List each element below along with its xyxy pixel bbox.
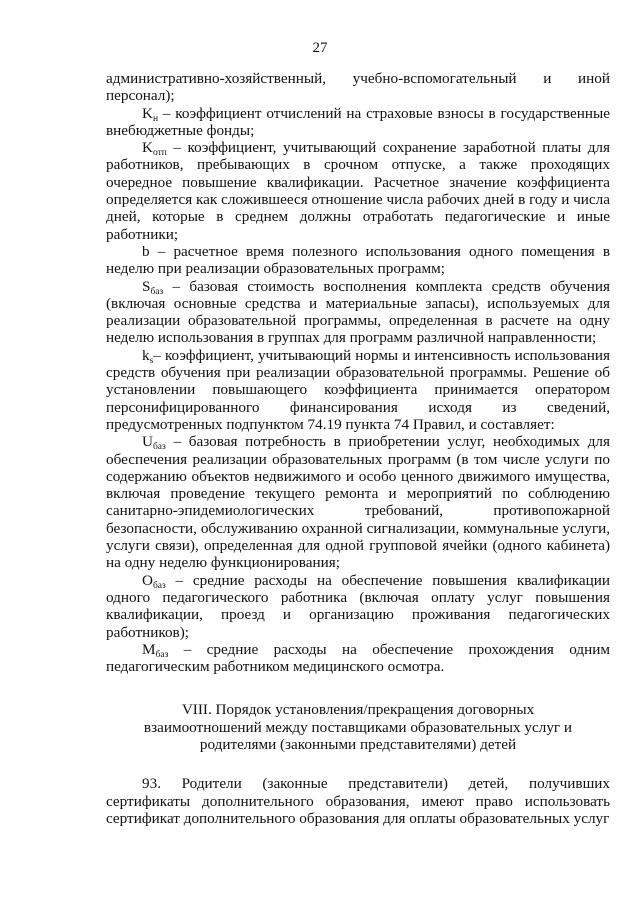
symbol: U	[142, 433, 153, 451]
section-heading-line: взаимоотношений между поставщиками образовательных услуг и	[143, 718, 573, 736]
symbol-subscript: баз	[152, 442, 166, 453]
paragraph	[106, 775, 610, 827]
paragraph-text: – коэффициент, учитывающий нормы и интенсивность использования средств обучения при реализации образовательной программы. Решение об установлении повышающего коэффициента принимается оператором персонифицированного финансирования исходя из сведений, предусмотренных подпунктом 74.19 пункта 74 Правил, и составляет:	[106, 346, 610, 433]
paragraph-text: административно-хозяйственный, учебно-вспомогательный и иной персонал);	[106, 70, 610, 105]
paragraph-text: – базовая стоимость восполнения комплекта средств обучения (включая основные средства и материальные запасы), используемых для реализации образовательной программы, определенная в расчете на одну неделю использования в группах для программ различной направленности;	[106, 277, 610, 347]
paragraph-text: – расчетное время полезного использования одного помещения в неделю при реализации образовательных программ;	[106, 242, 610, 278]
symbol: K	[142, 104, 153, 122]
paragraph	[106, 572, 610, 641]
spacer	[106, 753, 610, 775]
symbol: k	[142, 346, 150, 364]
symbol: M	[142, 640, 156, 658]
paragraph-text: – средние расходы на обеспечение прохождения одним педагогическим работником медицинского осмотра.	[106, 640, 610, 676]
paragraph-text: – средние расходы на обеспечение повышения квалификации одного педагогического работника (включая оплату услуг повышения квалификации, проезд и организацию проживания педагогических работников);	[106, 571, 610, 641]
paragraph	[106, 243, 610, 278]
paragraph	[106, 347, 610, 433]
paragraph	[106, 433, 610, 571]
section-heading	[106, 701, 610, 753]
symbol: b	[142, 242, 150, 260]
symbol-subscript: н	[152, 113, 159, 124]
document-body	[106, 70, 610, 827]
paragraph-text: 93. Родители (законные представители) детей, получивших сертификаты дополнительного образования, имеют право использовать сертификат дополнительного образования для оплаты образовательных услуг	[106, 775, 610, 827]
paragraph-text: – коэффициент отчислений на страховые взносы в государственные внебюджетные фонды;	[106, 104, 610, 139]
paragraph-text: – коэффициент, учитывающий сохранение заработной платы для работников, пребывающих в срочном отпуске, а также проходящих очередное повышение квалификации. Расчетное значение коэффициента определяется как сложившееся отношение числа рабочих дней в году и числа дней, которые в среднем должны отработать педагогические и иные работники;	[106, 139, 610, 243]
symbol: O	[142, 571, 153, 589]
symbol-subscript: баз	[155, 649, 169, 660]
symbol-subscript: s	[149, 355, 154, 366]
section-heading-line: VIII. Порядок установления/прекращения договорных	[181, 701, 535, 719]
symbol-subscript: баз	[152, 580, 166, 591]
symbol: K	[142, 139, 153, 157]
page-number: 27	[312, 40, 328, 56]
paragraph-text: – базовая потребность в приобретении услуг, необходимых для обеспечения реализации образовательных программ (в том числе услуги по содержанию объектов недвижимого и особо ценного движимого имущества, включая проведение текущего ремонта и мероприятий по соблюдению санитарно-эпидемиологических требований, противопожарной безопасности, обслуживанию охранной сигнализации, коммунальные услуги, услуги связи), определенная для одной групповой ячейки (одного кабинета) на одну неделю функционирования;	[106, 433, 610, 572]
symbol: S	[142, 277, 151, 295]
paragraph	[106, 641, 610, 676]
paragraph	[106, 70, 610, 105]
paragraph	[106, 139, 610, 243]
paragraph	[106, 105, 610, 140]
symbol-subscript: баз	[150, 286, 164, 297]
section-heading-line: родителями (законными представителями) детей	[199, 735, 517, 753]
paragraph	[106, 278, 610, 347]
symbol-subscript: отп	[152, 148, 167, 159]
